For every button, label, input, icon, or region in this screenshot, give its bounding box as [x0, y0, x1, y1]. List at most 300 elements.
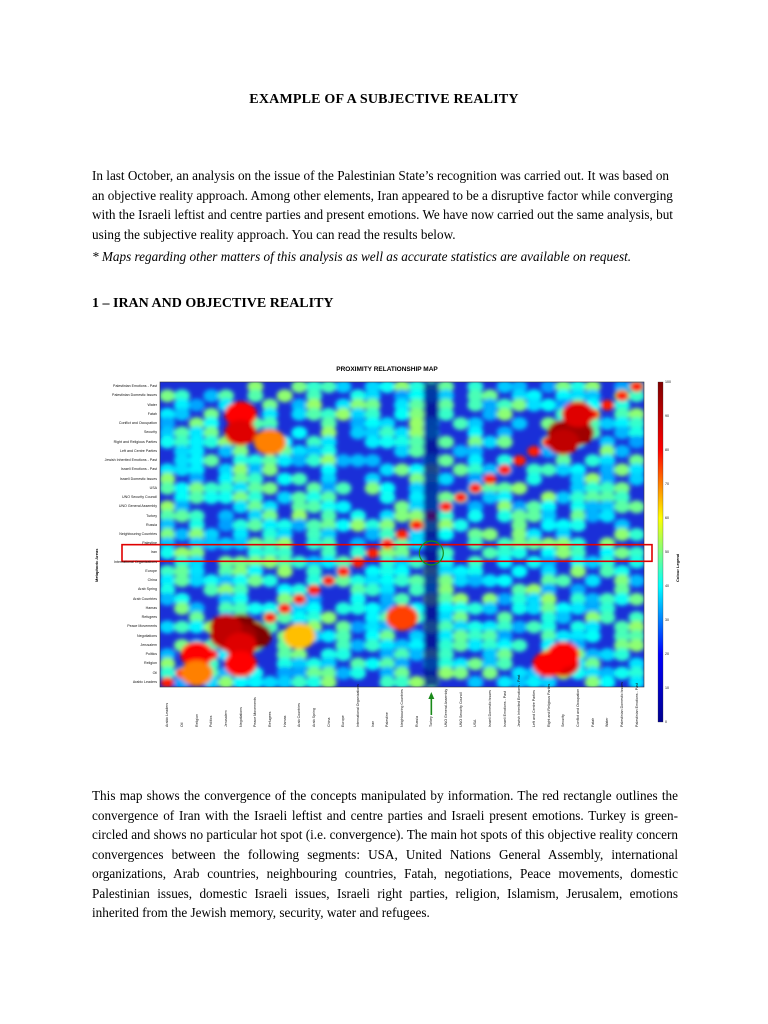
x-tick-label: Arab Countries — [297, 703, 302, 727]
heat-cell — [541, 519, 557, 532]
heat-cell — [511, 482, 527, 495]
heat-cell — [526, 399, 542, 412]
heat-cell — [467, 537, 483, 550]
hot-spot — [283, 623, 315, 649]
y-tick-label: Jerusalem — [140, 642, 157, 647]
heat-cell — [365, 482, 381, 495]
y-tick-label: Hamas — [145, 605, 157, 610]
heat-cell — [277, 491, 293, 504]
diagonal-cell — [278, 603, 291, 614]
x-tick-label: International Organizations — [356, 684, 360, 727]
heat-cell — [218, 537, 234, 550]
heat-cell — [277, 473, 293, 486]
heat-cell — [379, 463, 395, 476]
heat-cell — [159, 593, 175, 606]
heat-cell — [585, 510, 601, 523]
heat-cell — [365, 528, 381, 541]
heat-cell — [526, 556, 542, 569]
heat-cell — [629, 574, 645, 587]
heat-cell — [409, 648, 425, 661]
heat-cell — [629, 473, 645, 486]
heat-cell — [394, 574, 410, 587]
colorbar-tick: 80 — [665, 448, 669, 452]
heat-cell — [394, 510, 410, 523]
diagonal-cell — [454, 492, 467, 503]
heat-cell — [174, 463, 190, 476]
heat-cell — [482, 528, 498, 541]
heat-cell — [526, 510, 542, 523]
heat-cell — [555, 547, 571, 560]
heat-cell — [203, 537, 219, 550]
heat-cell — [218, 519, 234, 532]
x-tick-label: Fatah — [590, 717, 595, 727]
diagonal-cell — [337, 566, 350, 577]
heat-cell — [174, 602, 190, 615]
heat-cell — [526, 473, 542, 486]
heat-cell — [526, 602, 542, 615]
heat-cell — [511, 417, 527, 430]
heat-cell — [277, 454, 293, 467]
heat-cell — [321, 611, 337, 624]
heat-cell — [438, 436, 454, 449]
heat-cell — [409, 537, 425, 550]
heat-cell — [467, 574, 483, 587]
heat-cell — [335, 519, 351, 532]
y-tick-label: Palestinian Emotions - Past — [113, 384, 157, 389]
x-tick-label: Iran — [370, 720, 375, 727]
heat-cell — [189, 399, 205, 412]
heat-cell — [555, 574, 571, 587]
heat-cell — [306, 454, 322, 467]
heat-cell — [409, 584, 425, 597]
y-tick-label: Fatah — [147, 411, 157, 416]
heat-cell — [159, 482, 175, 495]
colorbar-tick: 40 — [665, 584, 669, 588]
diagonal-cell — [366, 548, 379, 559]
heat-cell — [262, 574, 278, 587]
heat-cell — [541, 399, 557, 412]
heat-cell — [335, 500, 351, 513]
y-tick-label: UNO Security Council — [122, 495, 157, 500]
x-tick-label: Negotiations — [238, 707, 243, 727]
heat-cell — [291, 408, 307, 421]
x-tick-label: Peace Movements — [253, 697, 258, 727]
heat-cell — [247, 389, 263, 402]
heat-cell — [555, 630, 571, 643]
heat-cell — [599, 565, 615, 578]
heat-cell — [189, 620, 205, 633]
heat-cell — [511, 547, 527, 560]
x-tick-label: Water — [605, 717, 610, 727]
heat-cell — [350, 639, 366, 652]
y-tick-label: Arab Countries — [133, 596, 157, 601]
hot-spot — [547, 429, 579, 455]
heat-cell — [350, 519, 366, 532]
heat-cell — [497, 510, 513, 523]
diagonal-cell — [263, 612, 276, 623]
x-tick-label: Security — [561, 714, 566, 727]
diagonal-cell — [307, 585, 320, 596]
heat-cell — [159, 436, 175, 449]
heat-cell — [174, 620, 190, 633]
colorbar-tick: 70 — [665, 482, 669, 486]
heat-cell — [159, 389, 175, 402]
heat-cell — [526, 537, 542, 550]
heat-cell — [467, 639, 483, 652]
chart-title: PROXIMITY RELATIONSHIP MAP — [336, 366, 438, 373]
heat-cell — [585, 454, 601, 467]
y-tick-label: Refugees — [141, 615, 157, 620]
diagonal-cell — [469, 483, 482, 494]
heat-cell — [203, 584, 219, 597]
heat-cell — [247, 574, 263, 587]
heat-cell — [350, 426, 366, 439]
x-tick-label: Russia — [414, 716, 419, 727]
y-tick-label: Turkey — [146, 513, 157, 518]
x-tick-label: Conflict and Occupation — [576, 688, 580, 727]
colorbar-tick: 50 — [665, 550, 669, 554]
y-tick-label: Palestinian Domestic Issues — [112, 393, 157, 398]
x-tick-label: Israeli Domestic Issues — [488, 690, 492, 727]
heat-cell — [291, 519, 307, 532]
heat-cell — [497, 408, 513, 421]
intro-paragraph: In last October, an analysis on the issue of the Palestinian State’s recognition was carried out. It was based on an objective reality approach. Among other elements, Iran appeared to be a disruptive factor while converging with the Israeli leftist and centre parties and present emotions. We have now carried out the same analysis, but using the subjective reality approach. You can read the results below. — [92, 168, 673, 242]
heat-cell — [629, 436, 645, 449]
heat-cell — [453, 667, 469, 680]
explanation-paragraph: This map shows the convergence of the concepts manipulated by information. The red rectangle outlines the convergence of Iran with the Israeli leftist and centre parties and Israeli present emotions. Turkey is green-circled and shows no particular hot spot (i.e. convergence). The main hot spots of this objective reality concern convergences between the following segments: USA, United Nations General Assembly, international organizations, Arab countries, neighbouring countries, Fatah, negotiations, Peace movements, domestic Palestinian issues, domestic Israeli issues, Israeli right parties, religion, Islamism, Jerusalem, emotions inherited from the Jewish memory, security, water and refugees. — [92, 788, 678, 920]
y-tick-label: Europe — [145, 568, 157, 573]
heat-cell — [453, 445, 469, 458]
heat-cell — [350, 620, 366, 633]
colorbar-tick: 60 — [665, 516, 669, 520]
heat-cell — [614, 528, 630, 541]
diagonal-cell — [381, 538, 394, 549]
x-tick-label: USA — [473, 719, 478, 727]
heat-cell — [438, 528, 454, 541]
heat-cell — [321, 630, 337, 643]
diagonal-cell — [322, 575, 335, 586]
y-tick-label: Left and Centre Parties — [120, 448, 157, 453]
y-tick-label: Oil — [152, 670, 157, 675]
y-tick-label: China — [147, 578, 157, 583]
heat-cell — [585, 556, 601, 569]
heat-cell — [277, 565, 293, 578]
heat-cell — [555, 463, 571, 476]
hot-spot — [225, 420, 257, 446]
diagonal-cell — [630, 381, 643, 392]
heat-cell — [599, 510, 615, 523]
heat-cell — [379, 436, 395, 449]
heat-cell — [291, 426, 307, 439]
heat-cell — [585, 574, 601, 587]
heat-cell — [629, 528, 645, 541]
heat-cell — [467, 510, 483, 523]
heat-cell — [394, 445, 410, 458]
diagonal-cell — [293, 594, 306, 605]
colorbar-tick: 100 — [665, 380, 671, 384]
heat-cell — [306, 537, 322, 550]
x-tick-label: Israeli Emotions - Past — [502, 691, 507, 727]
x-tick-label: Right and Religious Parties — [546, 683, 551, 727]
y-tick-label: Peace Movements — [127, 624, 157, 629]
heat-cell — [321, 556, 337, 569]
heat-cell — [614, 667, 630, 680]
section-heading: 1 – IRAN AND OBJECTIVE REALITY — [92, 296, 334, 311]
heat-cell — [218, 445, 234, 458]
heat-cell — [453, 639, 469, 652]
heat-cell — [482, 602, 498, 615]
heat-cell — [365, 454, 381, 467]
heat-cell — [203, 389, 219, 402]
colorbar-title: Colour Legend — [675, 553, 680, 582]
heat-cell — [511, 639, 527, 652]
heat-cell — [203, 454, 219, 467]
heat-cell — [555, 491, 571, 504]
heat-cell — [599, 648, 615, 661]
x-tick-label: UNO Security Council — [458, 692, 463, 727]
colorbar-tick: 0 — [665, 720, 667, 724]
hot-spot — [562, 401, 594, 427]
heat-cell — [174, 574, 190, 587]
y-tick-label: Right and Religious Parties — [113, 439, 157, 444]
y-tick-label: Jewish Inherited Emotions - Past — [104, 458, 157, 463]
heat-cell — [614, 500, 630, 513]
heat-cell — [291, 473, 307, 486]
heat-cell — [394, 593, 410, 606]
x-tick-label: Palestine — [385, 712, 390, 727]
y-tick-label: Russia — [146, 522, 157, 527]
availability-note: * Maps regarding other matters of this analysis as well as accurate statistics are available on request. — [92, 249, 632, 264]
heat-cell — [570, 519, 586, 532]
heat-cell — [350, 667, 366, 680]
heat-cell — [614, 463, 630, 476]
heat-cell — [482, 574, 498, 587]
heat-cell — [438, 667, 454, 680]
heat-cell — [482, 667, 498, 680]
document-title: EXAMPLE OF A SUBJECTIVE REALITY — [249, 92, 519, 107]
heat-cell — [570, 565, 586, 578]
y-tick-label: Conflict and Occupation — [118, 421, 157, 426]
heat-cell — [291, 454, 307, 467]
heat-cell — [585, 630, 601, 643]
heat-cell — [409, 556, 425, 569]
heat-cell — [277, 389, 293, 402]
heat-cell — [438, 473, 454, 486]
heat-cell — [614, 445, 630, 458]
heat-cell — [379, 491, 395, 504]
heat-cell — [453, 519, 469, 532]
dark-column — [424, 382, 439, 687]
proximity-heatmap-figure — [92, 362, 682, 734]
heat-cell — [614, 547, 630, 560]
heat-cell — [453, 417, 469, 430]
heat-cell — [629, 556, 645, 569]
heat-cell — [438, 454, 454, 467]
x-tick-label: Politics — [209, 715, 214, 727]
heat-cell — [614, 426, 630, 439]
heat-cell — [335, 667, 351, 680]
heat-cell — [291, 556, 307, 569]
heat-cell — [526, 620, 542, 633]
heat-cell — [159, 620, 175, 633]
x-tick-label: Europe — [341, 715, 346, 727]
heat-cell — [482, 408, 498, 421]
y-tick-label: Neighbouring Countries — [119, 532, 157, 536]
heat-cell — [189, 574, 205, 587]
heat-cell — [599, 417, 615, 430]
y-tick-label: Negotiations — [137, 633, 157, 638]
y-tick-label: Water — [147, 402, 157, 407]
x-tick-label: Hamas — [282, 715, 287, 727]
heat-cell — [306, 408, 322, 421]
hot-spot — [547, 642, 579, 668]
heat-cell — [394, 408, 410, 421]
y-tick-label: Religion — [144, 661, 157, 666]
heat-cell — [497, 574, 513, 587]
colorbar-tick: 10 — [665, 686, 669, 690]
y-tick-label: Israeli Emotions - Past — [121, 467, 157, 472]
heat-cell — [614, 593, 630, 606]
heat-cell — [467, 399, 483, 412]
heat-cell — [541, 463, 557, 476]
diagonal-cell — [351, 557, 364, 568]
heat-cell — [511, 399, 527, 412]
diagonal-cell — [601, 400, 614, 411]
hot-spot — [225, 651, 257, 677]
heat-cell — [174, 408, 190, 421]
x-tick-label: Arab Spring — [312, 708, 316, 727]
heat-cell — [335, 648, 351, 661]
heat-cell — [453, 574, 469, 587]
hot-spot — [254, 429, 286, 455]
heat-cell — [350, 602, 366, 615]
heat-cell — [350, 454, 366, 467]
heat-cell — [482, 436, 498, 449]
heat-cell — [629, 593, 645, 606]
heat-cell — [233, 500, 249, 513]
heat-cell — [262, 463, 278, 476]
y-tick-label: Palestine — [142, 541, 157, 546]
x-tick-label: Oil — [180, 722, 184, 727]
heat-cell — [335, 408, 351, 421]
heat-cell — [555, 611, 571, 624]
heat-cell — [482, 547, 498, 560]
diagonal-cell — [395, 529, 408, 540]
heat-cell — [159, 547, 175, 560]
y-tick-label: International Organizations — [114, 559, 157, 564]
x-tick-label: Neighbouring Countries — [400, 689, 404, 727]
heat-cell — [394, 463, 410, 476]
y-tick-label: Security — [144, 430, 157, 435]
diagonal-cell — [161, 677, 174, 688]
x-tick-label: Jewish Inherited Emotions - Past — [517, 674, 522, 727]
diagonal-cell — [513, 455, 526, 466]
heat-cell — [203, 491, 219, 504]
x-tick-label: UNO General Assembly — [444, 688, 448, 727]
heat-cell — [497, 657, 513, 670]
heat-cell — [174, 510, 190, 523]
heat-cell — [409, 445, 425, 458]
heat-cell — [365, 436, 381, 449]
heatmap-svg — [92, 362, 682, 734]
heat-cell — [482, 491, 498, 504]
heat-cell — [467, 602, 483, 615]
colorbar-tick: 20 — [665, 652, 669, 656]
heat-cell — [189, 491, 205, 504]
green-arrow-head — [428, 692, 434, 699]
heat-cell — [233, 537, 249, 550]
colorbar — [658, 382, 663, 722]
heat-cell — [497, 556, 513, 569]
heat-cell — [467, 657, 483, 670]
heat-cell — [629, 639, 645, 652]
x-tick-label: Refugees — [268, 711, 272, 727]
heat-cell — [306, 500, 322, 513]
heat-cell — [247, 602, 263, 615]
x-tick-label: China — [326, 717, 331, 727]
y-tick-label: UNO General Assembly — [118, 504, 157, 509]
heat-cell — [599, 611, 615, 624]
heat-cell — [335, 482, 351, 495]
heat-cell — [365, 584, 381, 597]
heat-cell — [438, 408, 454, 421]
heat-cell — [570, 602, 586, 615]
heat-cell — [614, 648, 630, 661]
heat-cell — [365, 639, 381, 652]
y-tick-label: USA — [149, 485, 157, 490]
x-tick-label: Palestinian Domestic Issues — [620, 682, 624, 727]
diagonal-cell — [527, 446, 540, 457]
x-tick-label: Turkey — [429, 716, 434, 727]
x-tick-label: Religion — [194, 714, 199, 727]
heat-cell — [511, 602, 527, 615]
y-tick-label: Arabic Leaders — [132, 679, 157, 684]
heat-cell — [218, 491, 234, 504]
x-tick-label: Arabic Leaders — [165, 702, 170, 727]
heat-cell — [453, 463, 469, 476]
heat-cell — [365, 657, 381, 670]
hot-spot — [386, 605, 418, 631]
diagonal-cell — [439, 501, 452, 512]
colorbar-tick: 90 — [665, 414, 669, 418]
y-tick-label: Arab Spring — [138, 587, 157, 592]
heat-cell — [262, 556, 278, 569]
heat-cell — [335, 454, 351, 467]
x-tick-label: Palestinian Emotions - Past — [634, 683, 639, 727]
heat-cell — [511, 620, 527, 633]
heat-cell — [335, 602, 351, 615]
diagonal-cell — [410, 520, 423, 531]
diagonal-cell — [498, 465, 511, 476]
colorbar-tick: 30 — [665, 618, 669, 622]
heat-cell — [262, 482, 278, 495]
heat-cell — [247, 519, 263, 532]
y-tick-label: Politics — [145, 652, 157, 657]
heat-cell — [203, 436, 219, 449]
heat-cell — [497, 593, 513, 606]
diagonal-cell — [483, 474, 496, 485]
y-tick-label: Iran — [150, 550, 157, 555]
x-tick-label: Left and Centre Parties — [532, 690, 536, 727]
y-axis-title: Metaphoric Areas — [94, 548, 99, 582]
hot-spot — [181, 660, 213, 686]
heat-cell — [174, 528, 190, 541]
diagonal-cell — [615, 391, 628, 402]
y-tick-label: Israeli Domestic Issues — [120, 476, 157, 481]
heat-cell — [629, 500, 645, 513]
heat-cell — [511, 565, 527, 578]
heat-cell — [497, 436, 513, 449]
